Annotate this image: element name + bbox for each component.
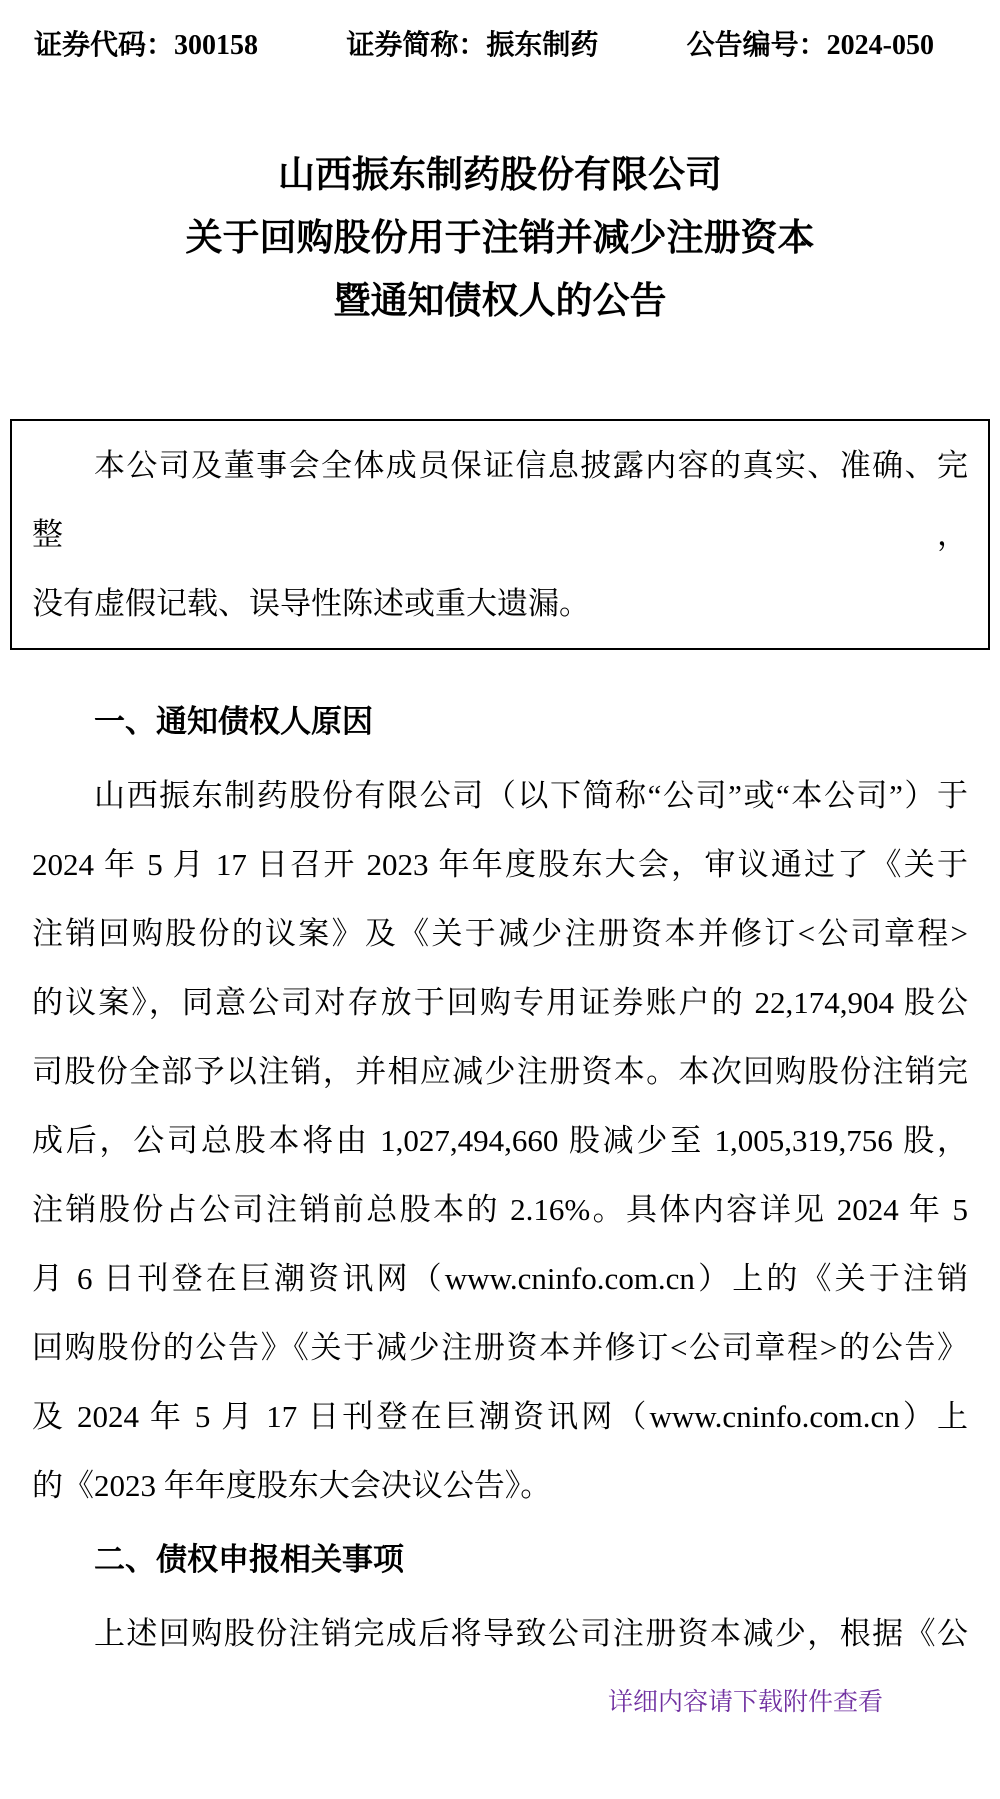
paragraph-line: 司股份全部予以注销，并相应减少注册资本。本次回购股份注销完 <box>32 1054 968 1089</box>
paragraph-line: 月 6 日刊登在巨潮资讯网（www.cninfo.com.cn）上的《关于注销 <box>32 1261 968 1296</box>
disclaimer-box <box>10 419 990 650</box>
title-line-company: 山西振东制药股份有限公司 <box>278 155 722 196</box>
paragraph-line: 的《2023 年年度股东大会决议公告》。 <box>32 1468 552 1503</box>
document-body <box>32 687 968 1668</box>
document-title <box>0 144 1000 333</box>
paragraph-line: 回购股份的公告》《关于减少注册资本并修订<公司章程>的公告》 <box>32 1330 968 1365</box>
title-line-subject: 关于回购股份用于注销并减少注册资本 <box>185 218 815 259</box>
disclaimer-line: 本公司及董事会全体成员保证信息披露内容的真实、准确、完整， <box>32 448 968 552</box>
paragraph-line: 及 2024 年 5 月 17 日刊登在巨潮资讯网（www.cninfo.com.cn）上 <box>32 1399 968 1434</box>
section-1-heading: 一、通知债权人原因 <box>94 704 373 739</box>
stock-code: 证券代码：300158 <box>34 30 259 61</box>
stock-short-name: 证券简称：振东制药 <box>346 30 599 61</box>
disclaimer-line: 没有虚假记载、误导性陈述或重大遗漏。 <box>32 586 590 621</box>
section-2-heading: 二、债权申报相关事项 <box>94 1542 404 1577</box>
paragraph-line: 2024 年 5 月 17 日召开 2023 年年度股东大会，审议通过了《关于 <box>32 847 968 882</box>
announcement-number: 公告编号：2024-050 <box>686 30 934 61</box>
paragraph-line: 注销股份占公司注销前总股本的 2.16%。具体内容详见 2024 年 5 <box>32 1192 968 1227</box>
document-header <box>34 28 934 64</box>
announcement-page <box>0 28 1000 1799</box>
download-attachment-link[interactable]: 详细内容请下载附件查看 <box>607 1688 883 1716</box>
title-line-notice: 暨通知债权人的公告 <box>333 281 667 322</box>
paragraph-line: 山西振东制药股份有限公司（以下简称“公司”或“本公司”）于 <box>94 778 968 813</box>
paragraph-line: 上述回购股份注销完成后将导致公司注册资本减少，根据《公 <box>94 1616 968 1651</box>
paragraph-line: 的议案》，同意公司对存放于回购专用证券账户的 22,174,904 股公 <box>32 985 968 1020</box>
paragraph-line: 注销回购股份的议案》及《关于减少注册资本并修订<公司章程> <box>32 916 968 951</box>
paragraph-line: 成后，公司总股本将由 1,027,494,660 股减少至 1,005,319,756 股， <box>32 1123 968 1158</box>
